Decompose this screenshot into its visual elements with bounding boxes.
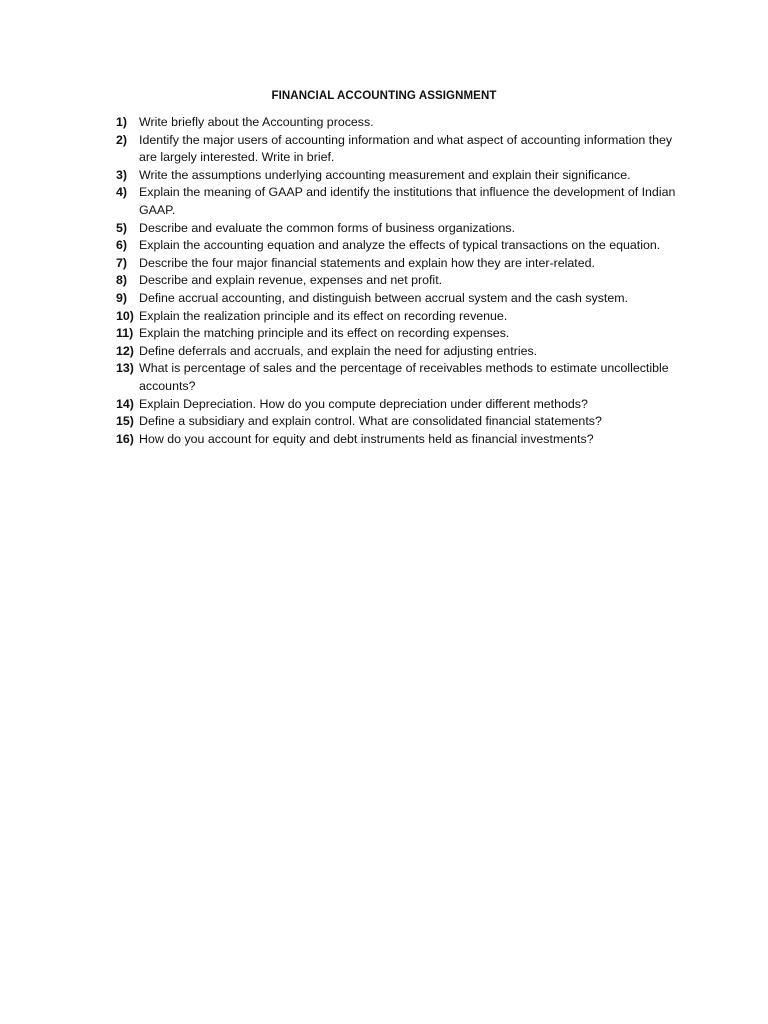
- question-item-2: [116, 132, 676, 167]
- question-text: Describe and evaluate the common forms of business organizations.: [139, 220, 516, 235]
- question-text: Describe and explain revenue, expenses and net profit.: [139, 273, 443, 288]
- question-text: Write the assumptions underlying accounting measurement and explain their significance.: [139, 167, 631, 182]
- question-text: Identify the major users of accounting information and what aspect of accounting information they are largely interested. Write in brief.: [139, 132, 673, 165]
- question-item-14: [116, 396, 676, 414]
- question-text: Explain the meaning of GAAP and identify the institutions that influence the development of Indian GAAP.: [139, 185, 676, 217]
- question-text: Explain the accounting equation and analyze the effects of typical transactions on the equation.: [139, 238, 661, 253]
- question-text: How do you account for equity and debt instruments held as financial investments?: [139, 431, 594, 446]
- question-item-3: [116, 167, 676, 185]
- question-number: 16): [116, 431, 134, 446]
- question-text: Define a subsidiary and explain control. What are consolidated financial statements?: [139, 414, 602, 429]
- question-item-10: [116, 308, 676, 326]
- question-number: 3): [116, 167, 128, 182]
- question-item-6: [116, 237, 676, 255]
- question-text: Describe the four major financial statements and explain how they are inter-related.: [139, 255, 595, 270]
- question-item-12: [116, 343, 676, 361]
- question-list: [116, 114, 676, 448]
- question-number: 15): [116, 414, 134, 429]
- question-text: Write briefly about the Accounting process.: [139, 115, 374, 129]
- question-number: 11): [116, 326, 134, 341]
- question-item-13: [116, 360, 676, 395]
- question-item-15: [116, 413, 676, 431]
- question-text: Define deferrals and accruals, and explain the need for adjusting entries.: [139, 343, 538, 358]
- question-item-5: [116, 220, 676, 238]
- question-number: 8): [116, 273, 128, 288]
- question-text: Explain the realization principle and its effect on recording revenue.: [139, 308, 508, 323]
- question-item-1: [116, 114, 676, 132]
- question-item-9: [116, 290, 676, 308]
- question-number: 12): [116, 343, 134, 358]
- question-text: What is percentage of sales and the percentage of receivables methods to estimate uncollectible accounts?: [139, 361, 669, 393]
- question-text: Explain Depreciation. How do you compute depreciation under different methods?: [139, 396, 588, 411]
- question-item-4: [116, 184, 676, 219]
- question-number: 13): [116, 361, 134, 376]
- question-number: 4): [116, 185, 128, 200]
- question-number: 14): [116, 396, 134, 411]
- question-item-11: [116, 325, 676, 343]
- question-number: 6): [116, 238, 128, 253]
- question-item-7: [116, 255, 676, 273]
- question-number: 7): [116, 255, 128, 270]
- question-number: 10): [116, 308, 134, 323]
- question-text: Explain the matching principle and its effect on recording expenses.: [139, 326, 510, 341]
- question-number: 1): [116, 115, 128, 129]
- question-item-8: [116, 272, 676, 290]
- document-title: FINANCIAL ACCOUNTING ASSIGNMENT: [271, 90, 497, 102]
- question-item-16: [116, 431, 676, 449]
- question-number: 2): [116, 132, 128, 147]
- question-number: 9): [116, 290, 128, 305]
- question-number: 5): [116, 220, 128, 235]
- question-text: Define accrual accounting, and distinguish between accrual system and the cash system.: [139, 290, 629, 305]
